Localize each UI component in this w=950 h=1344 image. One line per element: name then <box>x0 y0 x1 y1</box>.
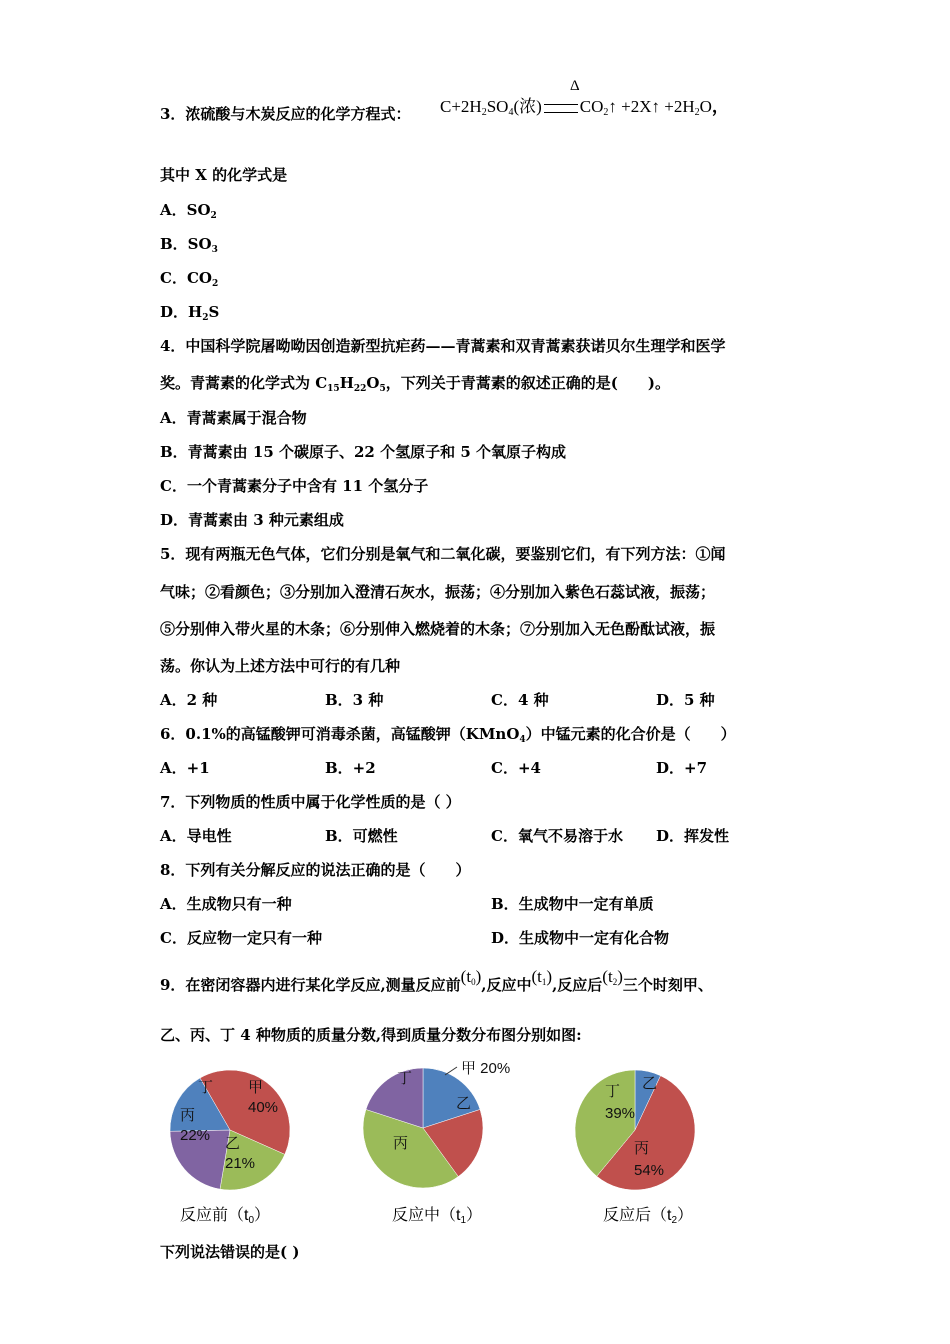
q4-option-d[interactable]: D．青蒿素由 3 种元素组成 <box>160 511 344 529</box>
pie-slice-name-2-2: 丁 <box>605 1083 621 1100</box>
pie-slice-name-0-0: 甲 <box>248 1079 264 1096</box>
q9-line2: 乙、丙、丁 4 种物质的质量分数,得到质量分数分布图分别如图: <box>160 1026 582 1044</box>
q8-stem: 8．下列有关分解反应的说法正确的是（ ） <box>160 861 471 879</box>
pie-slice-name-1-3: 丁 <box>397 1070 413 1087</box>
q3-option-a[interactable]: A．$SO_2$ <box>160 201 217 221</box>
pie-slice-name-1-2: 丙 <box>393 1135 409 1152</box>
q4-line1: 4．中国科学院屠呦呦因创造新型抗疟药——青蒿素和双青蒿素获诺贝尔生理学和医学 <box>160 337 726 355</box>
q9-t1: $(t_1)$ <box>531 967 553 987</box>
q5-option-c[interactable]: C．4 种 <box>491 691 549 709</box>
q3-option-b[interactable]: B．$SO_3$ <box>160 235 218 255</box>
caption-after: 反应后$(t_2)$ <box>603 1207 694 1226</box>
q7-option-a[interactable]: A．导电性 <box>160 827 232 845</box>
q8-option-d[interactable]: D．生成物中一定有化合物 <box>491 929 670 947</box>
q9-final-prompt: 下列说法错误的是( ) <box>160 1243 300 1261</box>
q8-option-b[interactable]: B．生成物中一定有单质 <box>491 895 654 913</box>
q5-line3: ⑤分别伸入带火星的木条；⑥分别伸入燃烧着的木条；⑦分别加入无色酚酞试液，振 <box>160 620 716 638</box>
q3-equation: $C+2H_2SO_4$(浓) $CO_2↑$ +2X↑ $+2H_2O$， <box>440 97 729 118</box>
pie-slice-name-0-2: 丙 <box>180 1107 196 1124</box>
q3-option-d[interactable]: D．$H_2S$ <box>160 303 220 323</box>
q5-option-d[interactable]: D．5 种 <box>656 691 715 709</box>
q4-line2: 奖。青蒿素的化学式为 $C_{15}H_{22}O_5$，下列关于青蒿素的叙述正确的是( )。 <box>160 374 670 394</box>
q3-stem <box>160 104 410 124</box>
pie-slice-name-2-1: 丙 <box>634 1140 650 1157</box>
pie-slice-percent-0-2: 22% <box>180 1127 211 1144</box>
q5-option-a[interactable]: A．2 种 <box>160 691 218 709</box>
q5-line4: 荡。你认为上述方法中可行的有几种 <box>160 657 401 675</box>
pie-slice-name-2-0: 乙 <box>642 1075 658 1092</box>
pie-chart-before <box>150 1060 310 1200</box>
pie-slice-name-1-1: 乙 <box>456 1095 472 1112</box>
q5-line1: 5．现有两瓶无色气体，它们分别是氧气和二氧化碳，要鉴别它们，有下列方法：①闻 <box>160 545 726 563</box>
q7-option-b[interactable]: B．可燃性 <box>325 827 398 845</box>
q3-equals-sign <box>544 104 578 113</box>
q9-t2: $(t_2)$ <box>602 967 623 987</box>
pie-slice-percent-0-1: 21% <box>225 1155 256 1172</box>
pie-slice-name-0-3: 丁 <box>198 1079 214 1096</box>
q4-option-b[interactable]: B．青蒿素由 15 个碳原子、22 个氢原子和 5 个氧原子构成 <box>160 443 566 461</box>
q6-option-c[interactable]: C．+4 <box>491 759 541 777</box>
q3-label: 3．浓硫酸与木炭反应的化学方程式： <box>160 105 411 123</box>
q8-option-c[interactable]: C．反应物一定只有一种 <box>160 929 322 947</box>
caption-before: 反应前$(t_0)$ <box>180 1207 271 1226</box>
q7-option-c[interactable]: C．氧气不易溶于水 <box>491 827 623 845</box>
q6-option-d[interactable]: D．+7 <box>656 759 708 777</box>
pie-chart-after <box>555 1060 715 1200</box>
pie-slice-percent-2-2: 39% <box>605 1105 636 1122</box>
q6-option-a[interactable]: A．+1 <box>160 759 210 777</box>
pie-slice-name-0-1: 乙 <box>225 1135 241 1152</box>
callout-line <box>445 1067 457 1075</box>
q6-option-b[interactable]: B．+2 <box>325 759 376 777</box>
q5-line2: 气味；②看颜色；③分别加入澄清石灰水，振荡；④分别加入紫色石蕊试液，振荡； <box>160 583 716 601</box>
q3-delta-symbol: Δ <box>570 78 580 94</box>
pie-slice-percent-2-1: 54% <box>634 1162 665 1179</box>
q6-stem: 6．0.1%的高锰酸钾可消毒杀菌，高锰酸钾（KMnO$_4$）中锰元素的化合价是（ ） <box>160 725 736 745</box>
q4-option-a[interactable]: A．青蒿素属于混合物 <box>160 409 307 427</box>
pie-slice-percent-0-0: 40% <box>248 1099 279 1116</box>
q3-option-c[interactable]: C．$CO_2$ <box>160 269 219 289</box>
q3-line2: 其中 X 的化学式是 <box>160 166 288 184</box>
q7-option-d[interactable]: D．挥发性 <box>656 827 730 845</box>
q9-t0: $(t_0)$ <box>460 967 482 987</box>
caption-during: 反应中$(t_1)$ <box>392 1207 483 1226</box>
q5-option-b[interactable]: B．3 种 <box>325 691 384 709</box>
callout-label: 甲 20% <box>461 1060 511 1077</box>
q9-line1: 9．在密闭容器内进行某化学反应,测量反应前$(t_0)$,反应中$(t_1)$,反应后$(t_2)$三个时刻甲、 <box>160 967 713 994</box>
q4-option-c[interactable]: C．一个青蒿素分子中含有 11 个氢分子 <box>160 477 429 495</box>
q8-option-a[interactable]: A．生成物只有一种 <box>160 895 292 913</box>
pie-chart-during <box>345 1055 545 1195</box>
q7-stem: 7．下列物质的性质中属于化学性质的是（ ） <box>160 793 461 811</box>
